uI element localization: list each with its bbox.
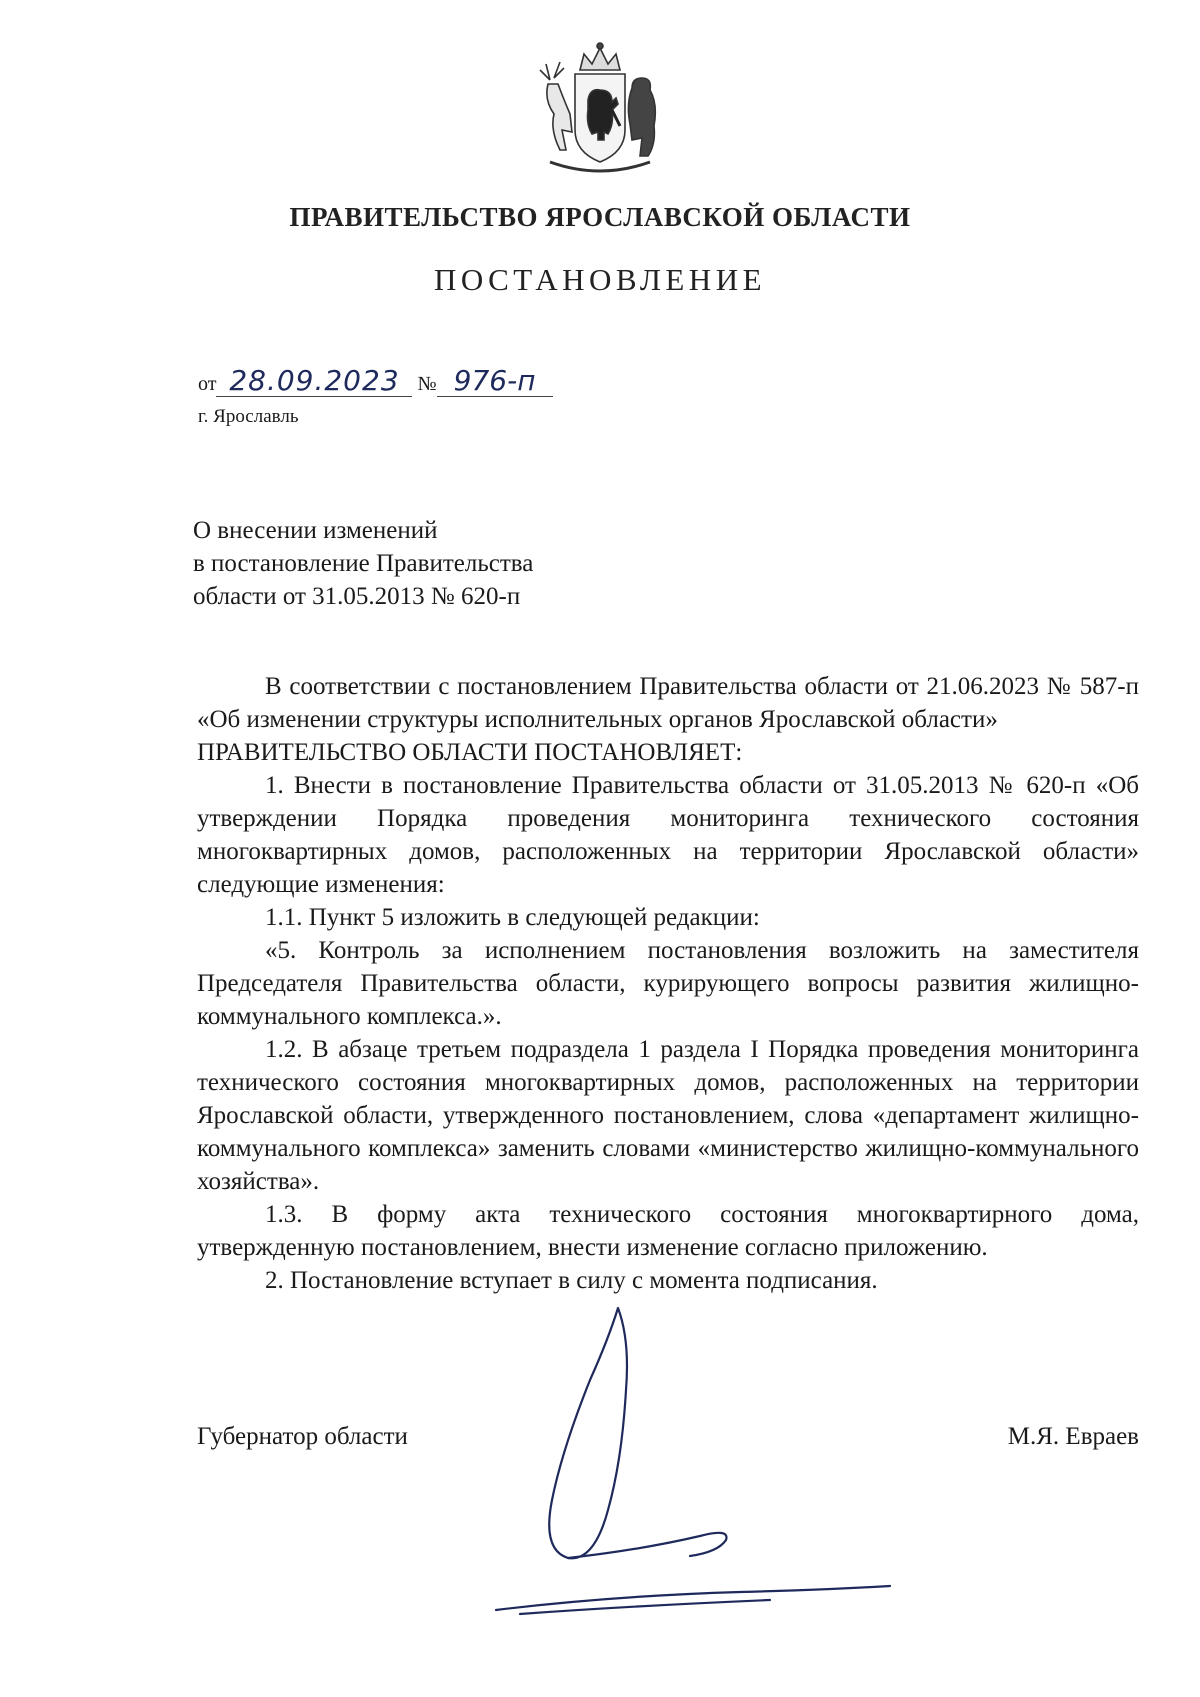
resolves-heading: ПРАВИТЕЛЬСТВО ОБЛАСТИ ПОСТАНОВЛЯЕТ: <box>197 739 743 766</box>
signatory-title: Губернатор области <box>197 1423 408 1450</box>
date-prefix: от <box>198 373 217 395</box>
handwritten-date: 28.09.2023 <box>216 366 412 397</box>
document-subject <box>193 514 533 613</box>
handwritten-signature-icon <box>490 1300 910 1620</box>
paragraph-2: 2. Постановление вступает в силу с момента подписания. <box>265 1267 878 1294</box>
registration-line <box>198 366 553 397</box>
organization-name: ПРАВИТЕЛЬСТВО ЯРОСЛАВСКОЙ ОБЛАСТИ <box>289 202 911 232</box>
preamble-paragraph: В соответствии с постановлением Правительства области от 21.06.2023 № 587-п «Об изменении структуры исполнительных органов Ярославской области» <box>197 673 1139 733</box>
subject-line: области от 31.05.2013 № 620-п <box>193 583 521 610</box>
document-body <box>197 670 1139 1297</box>
signatory-name: М.Я. Евраев <box>1007 1423 1139 1450</box>
paragraph-1-3: 1.3. В форму акта технического состояния многоквартирного дома, утвержденную постановлением, внести изменение согласно приложению. <box>197 1201 1139 1261</box>
paragraph-1-1: 1.1. Пункт 5 изложить в следующей редакции: <box>265 904 760 931</box>
paragraph-1: 1. Внести в постановление Правительства области от 31.05.2013 № 620-п «Об утверждении Порядка проведения мониторинга технического состояния многоквартирных домов, расположенных на территории Ярославской области» следующие изменения: <box>197 772 1139 898</box>
city: г. Ярославль <box>198 406 299 427</box>
paragraph-1-2: 1.2. В абзаце третьем подраздела 1 раздела I Порядка проведения мониторинга технического состояния многоквартирных домов, расположенных на территории Ярославской области, утвержденного постановлением, слова «департамент жилищно-коммунального комплекса» заменить словами «министерство жилищно-коммунального хозяйства». <box>197 1036 1139 1195</box>
number-prefix: № <box>417 373 437 395</box>
document-type: ПОСТАНОВЛЕНИЕ <box>433 262 767 297</box>
paragraph-1-1-quote: «5. Контроль за исполнением постановления возложить на заместителя Председателя Правительства области, курирующего вопросы развития жилищно-коммунального комплекса.». <box>197 937 1139 1030</box>
subject-line: О внесении изменений <box>193 517 438 544</box>
handwritten-number: 976-п <box>437 366 553 397</box>
coat-of-arms-icon <box>520 40 680 180</box>
subject-line: в постановление Правительства <box>193 550 534 577</box>
